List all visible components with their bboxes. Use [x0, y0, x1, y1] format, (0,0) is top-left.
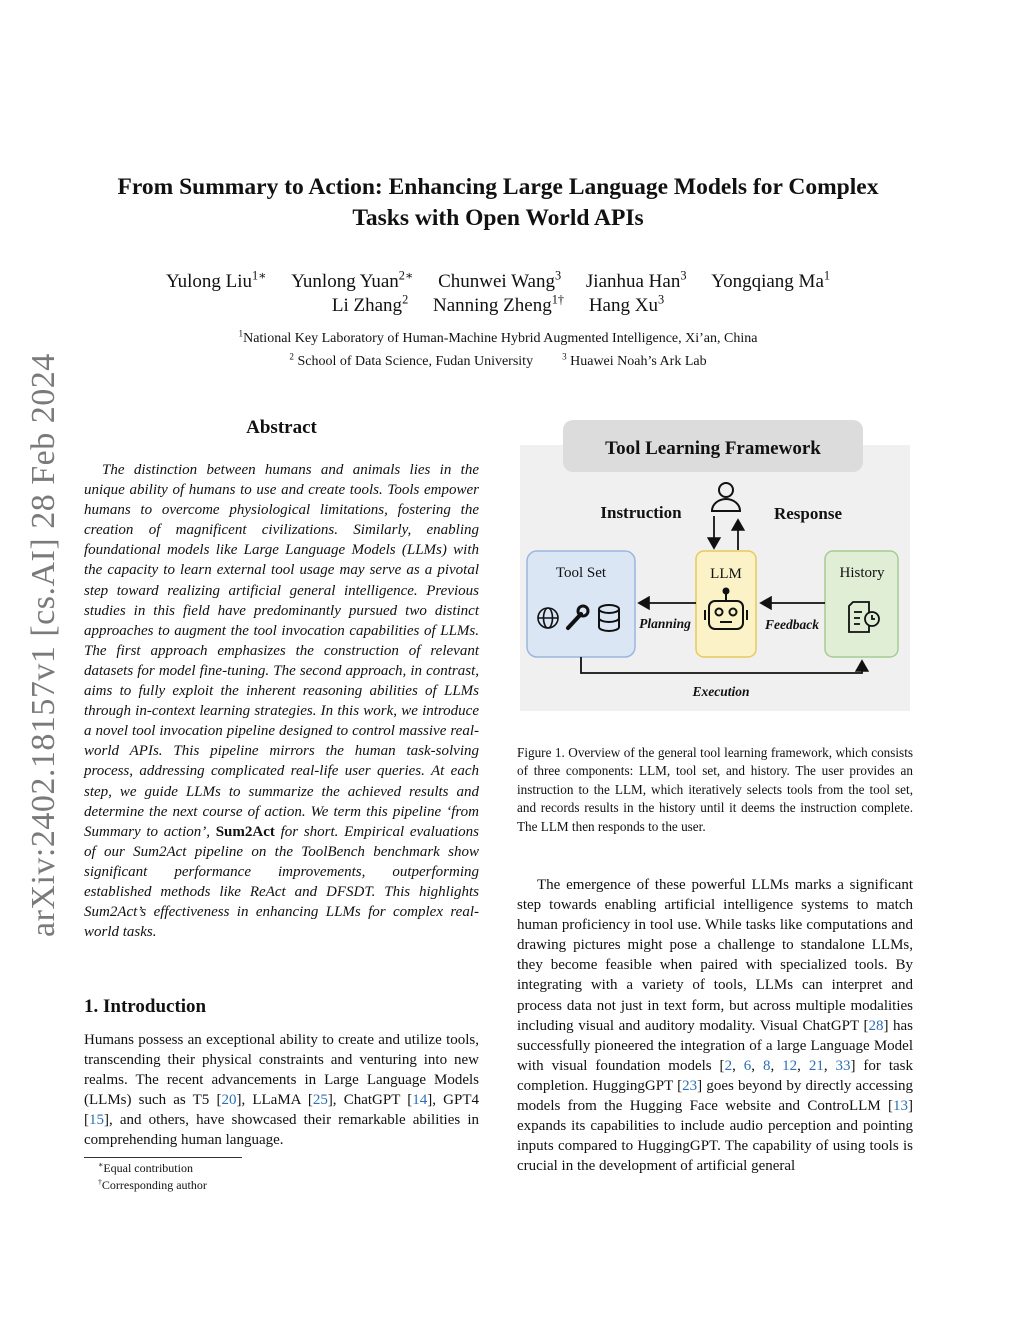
author: Li Zhang$^2$	[331, 292, 409, 316]
footnote-rule	[84, 1157, 242, 1158]
title-line-1: From Summary to Action: Enhancing Large Language Models for Complex	[117, 174, 879, 200]
affiliation-1: $^1$National Key Laboratory of Human-Machine Hybrid Augmented Intelligence, Xi’an, China	[238, 328, 758, 346]
history-label: History	[839, 565, 885, 581]
author: Nanning Zheng$^{1\dagger}$	[432, 292, 565, 316]
citation-link[interactable]: 6	[743, 1057, 752, 1074]
introduction-paragraph: Humans possess an exceptional ability to create and utilize tools, transcending their physical constraints and venturing into new realms. The recent advancements in Large Language Models (LLMs) such as T5 [20], LLaMA [25], ChatGPT [14], GPT4 [15], and others, have showcased their remarkable abilities in comprehending human language.	[84, 1032, 479, 1149]
citation-link[interactable]: 28	[868, 1017, 884, 1034]
tool-set-label: Tool Set	[555, 565, 607, 581]
abstract-heading: Abstract	[246, 417, 317, 438]
citation-link[interactable]: 2	[724, 1057, 733, 1074]
author: Yunlong Yuan$^{2∗}$	[291, 268, 414, 292]
instruction-label: Instruction	[600, 503, 682, 522]
abstract-body: The distinction between humans and animals lies in the unique ability of humans to use and create tools. Tools empower humans to overcome physiological limitations, fostering the creation of magnificent civilizations. Similarly, enabling foundational models like Large Language Models (LLMs) with the capacity to learn external tool usage may serve as a pivotal step toward realizing artificial general intelligence. Previous studies in this field have predominantly pursued two distinct approaches to augment the tool invocation capabilities of LLMs. The first approach emphasizes the construction of relevant datasets for model fine-tuning. The second approach, in contrast, aims to fully exploit the inherent reasoning abilities of LLMs through in-context learning strategies. In this work, we introduce a novel tool invocation pipeline designed to control massive real-world APIs. This pipeline mirrors the human task-solving process, addressing complicated real-life user queries. At each step, we guide LLMs to summarize the achieved results and determine the next course of action. We term this pipeline ‘from Summary to action’, Sum2Act for short. Empirical evaluations of our Sum2Act pipeline on the ToolBench benchmark show significant performance improvements, outperforming established methods like ReAct and DFSDT. This highlights Sum2Act’s effectiveness in enhancing LLMs for complex real-world tasks.	[84, 462, 479, 941]
citation-link[interactable]: 21	[808, 1057, 824, 1074]
paper-title	[80, 172, 916, 234]
figure-title: Tool Learning Framework	[605, 438, 821, 459]
response-label: Response	[773, 504, 843, 523]
author-row-1	[80, 270, 916, 294]
affiliation-2-3: $^2$ School of Data Science, Fudan University $^3$ Huawei Noah’s Ark Lab	[289, 351, 707, 369]
execution-label: Execution	[692, 684, 750, 699]
section-heading-introduction: 1. Introduction	[84, 996, 207, 1017]
author: Yulong Liu$^{1∗}$	[165, 268, 267, 292]
author: Jianhua Han$^3$	[585, 268, 687, 292]
planning-label: Planning	[639, 616, 691, 631]
footnote-corresponding-author: †Corresponding author	[98, 1177, 207, 1192]
citation-link[interactable]: 13	[893, 1098, 908, 1115]
citation-link[interactable]: 33	[835, 1057, 851, 1074]
citation-link[interactable]: 23	[682, 1077, 698, 1094]
author: Hang Xu$^3$	[588, 292, 665, 316]
tool-learning-framework-figure	[519, 420, 911, 712]
citation-link[interactable]: 25	[312, 1092, 328, 1109]
right-column-paragraph: The emergence of these powerful LLMs marks a significant step towards enabling artificial intelligence systems to match human proficiency in tool use. While tasks like computations and drawing pictures might pose a challenge to standalone LLMs, they become feasible when paired with specialized tools. By integrating with a variety of tools, LLMs can interpret and process data not just in text form, but across multiple modalities including visual and auditory modality. Visual ChatGPT [28] has successfully pioneered the integration of a large Language Model with visual foundation models [2, 6, 8, 12, 21, 33] for task completion. HuggingGPT [23] goes beyond by directly accessing models from the Hugging Face website and ControLLM [13] expands its capabilities to include audio perception and pointing inputs compared to HuggingGPT. The capability of using tools is crucial in the development of artificial general	[517, 877, 914, 1175]
figure-caption: Figure 1. Overview of the general tool learning framework, which consists of three components: LLM, tool set, and history. The user provides an instruction to the LLM, which iteratively selects tools from the tool set, and records results in the history until it deems the instruction complete. The LLM then responds to the user.	[517, 745, 913, 834]
author: Yongqiang Ma$^1$	[711, 268, 831, 292]
arxiv-side-stamp: arXiv:2402.18157v1 [cs.AI] 28 Feb 2024	[25, 353, 62, 937]
title-line-2: Tasks with Open World APIs	[352, 205, 644, 231]
author-row-2	[80, 294, 916, 318]
author: Chunwei Wang$^3$	[438, 268, 562, 292]
footnote-equal-contribution: ∗Equal contribution	[98, 1160, 193, 1175]
citation-link[interactable]: 12	[782, 1057, 798, 1074]
method-name: Sum2Act	[215, 823, 275, 840]
citation-link[interactable]: 8	[762, 1057, 771, 1074]
citation-link[interactable]: 14	[412, 1092, 428, 1109]
llm-label: LLM	[710, 566, 742, 582]
citation-link[interactable]: 15	[89, 1112, 104, 1129]
feedback-label: Feedback	[765, 617, 819, 632]
citation-link[interactable]: 20	[221, 1092, 237, 1109]
